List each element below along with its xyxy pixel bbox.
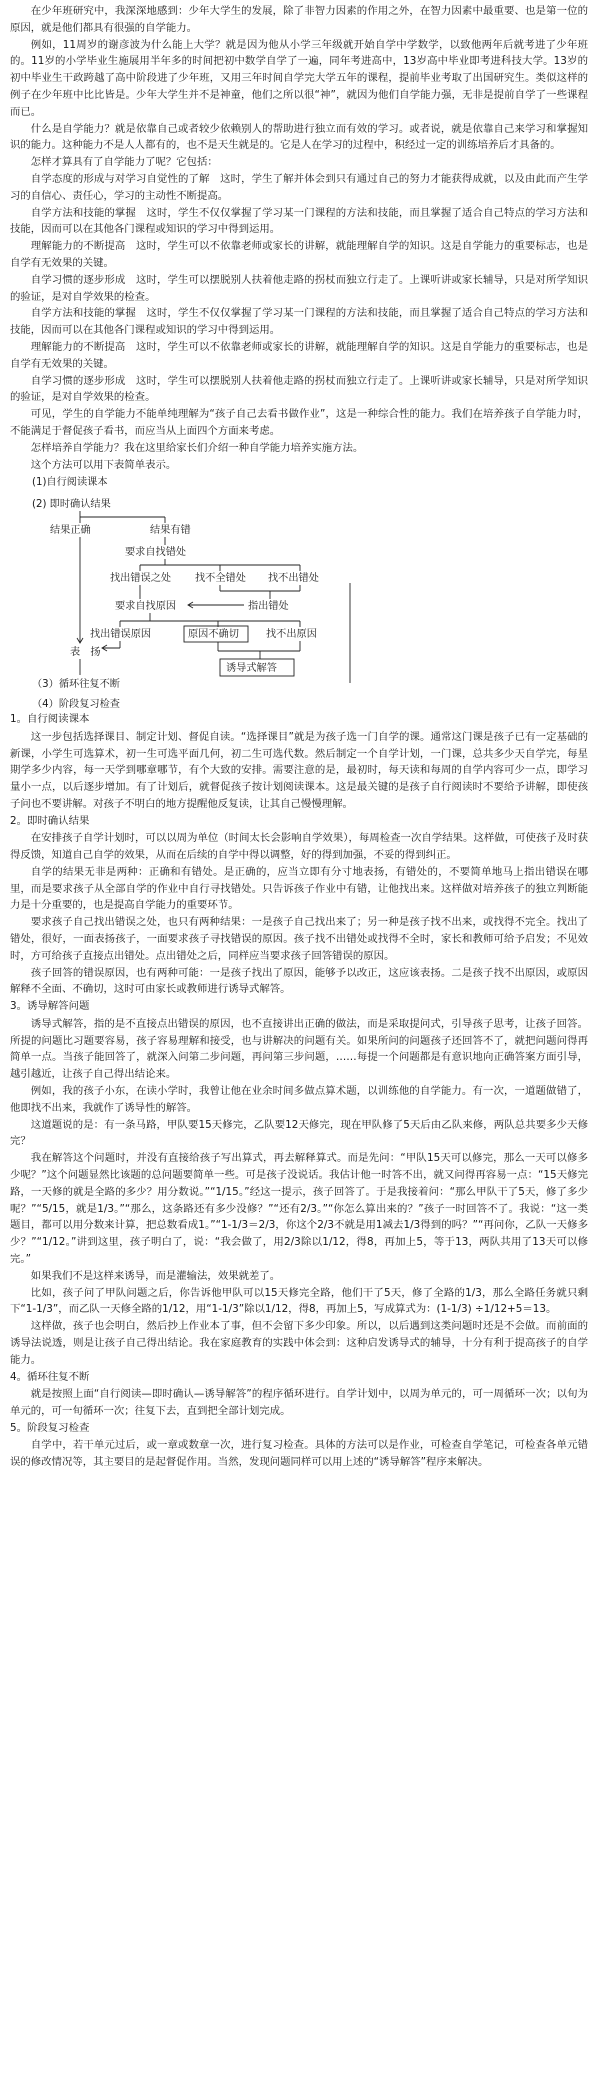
step1-label: (1)自行阅读课本 [32,477,108,489]
section-paragraph: 要求孩子自己找出错误之处，也只有两种结果：一是孩子自己找出来了；另一种是孩子找不出来，或找得不完全。找出了错处，很好，一面表扬孩子，一面要求孩子寻找错误的原因。孩子找不出错处或找得不全时，家长和教师可给予启发；不见效时，方可给孩子直接点出错处。点出错处之后，同样应当要求孩子回答错误的原因。 [10,916,588,962]
step2-label: (2) 即时确认结果 [32,499,111,511]
section-paragraph: 这道题说的是：有一条马路，甲队要15天修完，乙队要12天修完，现在甲队修了5天后由乙队来修，两队总共要多少天修完？ [10,1118,588,1148]
section-1 [10,711,588,812]
find-reason-label: 要求自找原因 [115,601,177,613]
intro-paragraph: 在少年班研究中，我深深地感到：少年大学生的发展，除了非智力因素的作用之外，在智力因素中最重要、也是第一位的原因，就是他们都具有很强的自学能力。 [10,5,588,34]
section-paragraph: 自学中，若干单元过后，或一章或数章一次，进行复习检查。具体的方法可以是作业，可检查自学笔记，可检查各单元错误的修改情况等，其主要目的是起督促作用。当然，发现问题同样可以用上述的“诱导解答”程序来解决。 [10,1439,588,1468]
section-paragraph: 如果我们不是这样来诱导，而是灌输法，效果就差了。 [30,1269,281,1282]
intro-paragraph: 自学方法和技能的掌握 这时，学生不仅仅掌握了学习某一门课程的方法和技能，而且掌握了适合自己特点的学习方法和技能，因而可以在其他各门课程或知识的学习中得到运用。 [10,307,588,337]
praise-label: 表 扬 [70,647,101,659]
find-error-label: 要求自找错处 [125,547,187,559]
section-paragraph: 这样做，孩子也会明白，然后抄上作业本了事，但不会留下多少印象。所以，以后遇到这类问题时还是不会做。而前面的诱导法说透，则是让孩子自己得出结论。我在家庭教育的实践中体会到：这种启发诱导式的辅导，十分有利于提高孩子的自学能力。 [10,1320,588,1366]
guided-answer-label: 诱导式解答 [226,663,277,675]
intro-paragraphs [10,3,588,473]
section-5 [10,1420,588,1471]
method-flowchart [10,473,430,711]
intro-paragraph: 怎样才算具有了自学能力了呢？它包括： [30,156,218,169]
intro-paragraph: 自学态度的形成与对学习自觉性的了解 这时，学生了解并体会到只有通过自己的努力才能获得成就，以及由此而产生学习的自信心、责任心，学习的主动性不断提高。 [10,172,588,202]
section-heading: 4。循环往复不断 [10,1370,90,1383]
intro-paragraph: 什么是自学能力？就是依靠自己或者较少依赖别人的帮助进行独立而有效的学习。或者说，就是依靠自己来学习和掌握知识的能力。这种能力不是人人都有的，也不是天生就是的。它是人在学习的过程中，积经过一定的训练培养后才具备的。 [10,122,588,152]
notfound-error-label: 找不出错处 [268,573,319,585]
intro-paragraph: 自学习惯的逐步形成 这时，学生可以摆脱别人扶着他走路的拐杖而独立行走了。上课听讲或家长辅导，只是对所学知识的验证，是对自学效果的检查。 [10,273,588,303]
section-paragraph: 比如，孩子问了甲队问题之后，你告诉他甲队可以15天修完全路，他们干了5天，修了全路的1/3，那么全路任务就只剩下“1-1/3”，而乙队一天修全路的1/12，用“1-1/3”除以1/12，得8，再加上5，写成算式为：(1-1/3) ÷1/12+5＝13。 [10,1286,588,1316]
intro-paragraph: 例如，11周岁的谢彦波为什么能上大学？就是因为他从小学三年级就开始自学中学数学，以致他两年后就考进了少年班的。11岁的小学毕业生施展用半年多的时间把初中数学自学了一遍，同年考进高中，13岁高中毕业即考进科技大学。13岁的初中毕业生干政跨越了高中阶段进了少年班，又用三年时间自学完大学五年的课程，提前毕业考取了出国研究生。类似这样的例子在少年班中比比皆是。少年大学生并不是神童，他们之所以很“神”，就因为他们自学能力强，无非是提前自学了一些课程而已。 [10,38,588,118]
section-heading: 1。自行阅读课本 [10,713,90,726]
section-3 [10,998,588,1368]
section-paragraph: 我在解答这个问题时，并没有直接给孩子写出算式，再去解释算式。而是先问：“甲队15天可以修完，那么一天可以修多少呢？”这个问题显然比该题的总问题要简单一些。可是孩子没说话。我估计他一时答不出，就又问得再容易一点：“15天修完路，一天修的就是全路的多少？用分数说。”“1/15。”经这一提示，孩子回答了。于是我接着问：“那么甲队干了5天，修了多少呢？”“5/15，就是1/3。”“那么，这条路还有多少没修？”“还有2/3。”“你怎么算出来的？”孩子一时回答不了。我说：“这一类题目，都可以用分数来计算，把总数看成1。”“1-1/3＝2/3，你这个2/3不就是用1减去1/3得到的吗？”“再问你，乙队一天修多少？”“1/12。”讲到这里，孩子明白了，说：“我会做了，用2/3除以1/12，得8，再加上5，等于13，两队共用了13天可以修完。” [10,1152,588,1265]
section-paragraph: 在安排孩子自学计划时，可以以周为单位（时间太长会影响自学效果），每周检查一次自学结果。这样做，可使孩子及时获得反馈，知道自己自学的效果，从而在后续的自学中得以调整，好的得到加强，不妥的得到纠正。 [10,832,588,862]
step4-label: （4）阶段复习检查 [32,699,120,711]
intro-paragraph: 理解能力的不断提高 这时，学生可以不依靠老师或家长的讲解，就能理解自学的知识。这是自学能力的重要标志，也是自学有无效果的关键。 [10,340,588,370]
section-heading: 2。即时确认结果 [10,814,90,827]
section-paragraph: 就是按照上面“自行阅读—即时确认—诱导解答”的程序循环进行。自学计划中，以周为单元的，可一周循环一次；以旬为单元的，可一旬循环一次；往复下去，直到把全部计划完成。 [10,1388,588,1417]
intro-paragraph: 理解能力的不断提高 这时，学生可以不依靠老师或家长的讲解，就能理解自学的知识。这是自学能力的重要标志，也是自学有无效果的关键。 [10,240,588,269]
section-paragraph: 诱导式解答，指的是不直接点出错误的原因，也不直接讲出正确的做法，而是采取提问式，引导孩子思考，让孩子回答。所提的问题比习题要容易，孩子容易理解和接受，也与讲解决的问题有关。如果所问的问题孩子还回答不了，就把问题问得再简单一点。当孩子能回答了，就深入问第二步问题，再问第三步问题，……每提一个问题都是有意识地向正确答案方面引导，越引越近，让孩子自己得出结论来。 [10,1017,588,1081]
result-correct-label: 结果正确 [50,525,91,537]
intro-paragraph: 可见，学生的自学能力不能单纯理解为“孩子自己去看书做作业”，这是一种综合性的能力。我们在培养孩子自学能力时，不能满足于督促孩子看书，而应当从上面四个方面来考虑。 [10,408,588,437]
point-error-label: 指出错处 [248,601,289,613]
result-wrong-label: 结果有错 [150,525,191,537]
section-paragraph: 自学的结果无非是两种：正确和有错处。是正确的，应当立即有分寸地表扬，有错处的，不要简单地马上指出错误在哪里，而是要求孩子从全部自学的作业中自行寻找错处。只告诉孩子作业中有错，让他找出来。这样做对培养孩子的独立判断能力是十分重要的，也是提高自学能力的重要环节。 [10,865,588,912]
intro-paragraph: 怎样培养自学能力？我在这里给家长们介绍一种自学能力培养实施方法。 [30,441,364,454]
notfound-reason-label: 找不出原因 [266,629,317,641]
section-heading: 5。阶段复习检查 [10,1421,90,1434]
section-4 [10,1369,588,1420]
section-paragraph: 例如，我的孩子小东，在读小学时，我曾让他在业余时间多做点算术题，以训练他的自学能力。有一次，一道题做错了，他即找不出来，我就作了诱导性的解答。 [10,1084,588,1114]
section-paragraph: 这一步包括选择课目、制定计划、督促自读。“选择课目”就是为孩子选一门自学的课。通常这门课是孩子已有一定基础的新课，小学生可选算术，初一生可选平面几何，初二生可选代数。然后制定一个自学计划，一门课，总共多少天自学完，每星期学多少内容，每一天学到哪章哪节，有个大致的安排。需要注意的是，最初时，每天读和每周的自学内容可少一点，即学习量小一点，以后逐步增加。有了计划后，就督促孩子按计划阅读课本。这是最关键的是孩子自行阅读时不要给予讲解，即使孩子问也不要讲解。对孩子不明白的地方提醒他反复读，让其自己慢慢理解。 [10,730,588,810]
section-2 [10,813,588,998]
section-heading: 3。诱导解答问题 [10,1000,90,1013]
partial-error-label: 找不全错处 [195,573,246,585]
found-reason-label: 找出错误原因 [90,629,152,641]
step3-label: （3）循环往复不断 [32,679,120,691]
section-paragraph: 孩子回答的错误原因，也有两种可能：一是孩子找出了原因，能够予以改正，这应该表扬。二是孩子找不出原因，或原因解释不全面、不确切，这时可由家长或教师进行诱导式解答。 [10,966,588,996]
intro-paragraph: 这个方法可以用下表简单表示。 [30,458,177,471]
intro-paragraph: 自学习惯的逐步形成 这时，学生可以摆脱别人扶着他走路的拐杖而独立行走了。上课听讲或家长辅导，只是对所学知识的验证，是对自学效果的检查。 [10,374,588,404]
intro-paragraph: 自学方法和技能的掌握 这时，学生不仅仅掌握了学习某一门课程的方法和技能，而且掌握了适合自己特点的学习方法和技能，因而可以在其他各门课程或知识的学习中得到运用。 [10,206,588,236]
unsure-reason-label: 原因不确切 [188,629,239,641]
found-error-label: 找出错误之处 [110,573,172,585]
